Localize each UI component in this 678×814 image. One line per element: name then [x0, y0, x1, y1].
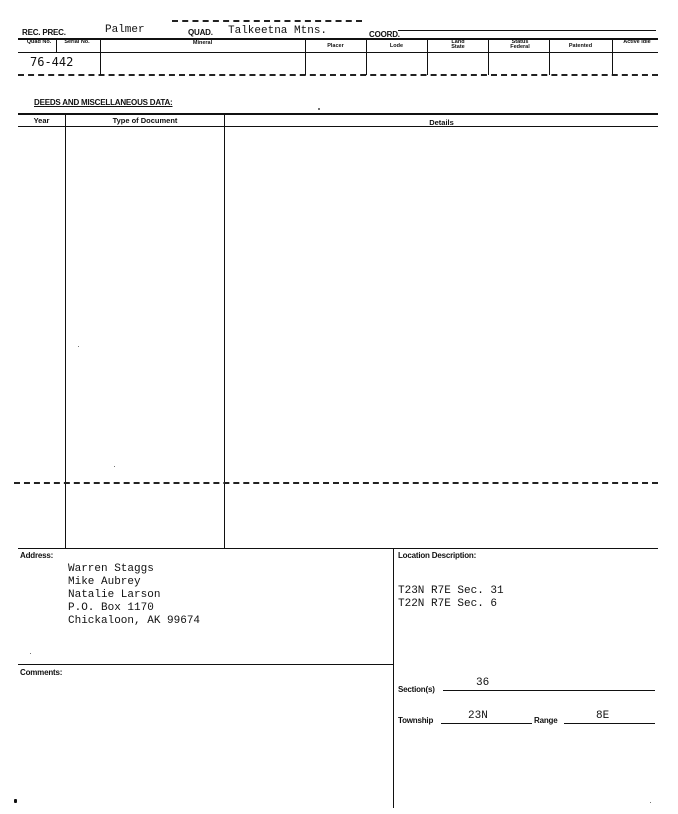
coord-label: COORD.: [369, 30, 400, 39]
sections-value[interactable]: 36: [476, 677, 490, 689]
col-status-federal: Status Federal: [510, 39, 530, 50]
speck: [650, 802, 651, 803]
margin-speck: [14, 799, 17, 803]
col-serial-no: Serial No.: [64, 39, 90, 45]
comments-label: Comments:: [20, 668, 63, 677]
col-lode: Lode: [389, 43, 404, 49]
location-line: T23N R7E Sec. 31: [398, 585, 504, 597]
deeds-section-title: DEEDS AND MISCELLANEOUS DATA:: [34, 98, 173, 107]
lower-block-rule: [18, 548, 658, 549]
col-quad-no: Quad No.: [26, 39, 52, 45]
col-year: Year: [33, 116, 50, 125]
township-underline: [441, 723, 532, 724]
lode-divider: [427, 38, 428, 75]
address-line: Chickaloon, AK 99674: [68, 615, 201, 627]
col-land-state: Land State: [451, 39, 465, 50]
quad-label: QUAD.: [188, 28, 213, 37]
location-description-label: Location Description:: [398, 551, 477, 560]
address-block[interactable]: [68, 563, 200, 628]
range-value[interactable]: 8E: [596, 710, 610, 722]
location-description-block[interactable]: [398, 585, 504, 611]
comments-rule: [18, 664, 393, 665]
quad-serial-divider: [56, 38, 57, 52]
header-rule-mid: [18, 52, 658, 53]
rec-prec-value[interactable]: Palmer: [105, 24, 145, 36]
sections-underline: [443, 690, 655, 691]
quad-serial-value[interactable]: 76-442: [30, 55, 74, 69]
location-line: T22N R7E Sec. 6: [398, 598, 498, 610]
township-label: Township: [398, 716, 434, 725]
range-label: Range: [534, 716, 558, 725]
deeds-dashed-rule: [14, 482, 658, 484]
col-type-of-document: Type of Document: [112, 116, 178, 125]
quad-value[interactable]: Talkeetna Mtns.: [228, 25, 328, 37]
address-line: Warren Staggs: [68, 563, 154, 575]
col-patented: Patented: [568, 43, 593, 49]
speck: [318, 108, 320, 110]
address-line: Mike Aubrey: [68, 576, 141, 588]
deeds-rule-top: [18, 113, 658, 115]
col-active-idle: Active Idle: [623, 39, 651, 45]
speck: [30, 653, 31, 654]
township-value[interactable]: 23N: [468, 710, 488, 722]
land-state-divider: [488, 38, 489, 75]
range-underline: [564, 723, 655, 724]
header-rule-top: [18, 38, 658, 40]
speck: [78, 346, 79, 347]
top-rule-right: [398, 30, 656, 31]
col-details: Details: [429, 118, 454, 127]
col-placer: Placer: [327, 43, 344, 49]
header-rule-dashed: [18, 74, 658, 76]
lower-block-divider: [393, 548, 394, 808]
rec-prec-label: REC. PREC.: [22, 28, 66, 37]
top-dash-fragment: [172, 20, 362, 22]
speck: [114, 466, 115, 467]
address-line: P.O. Box 1170: [68, 602, 154, 614]
address-label: Address:: [20, 551, 54, 560]
address-line: Natalie Larson: [68, 589, 161, 601]
col-mineral: Mineral: [192, 40, 213, 46]
patented-divider: [612, 38, 613, 75]
sections-label: Section(s): [398, 685, 435, 694]
